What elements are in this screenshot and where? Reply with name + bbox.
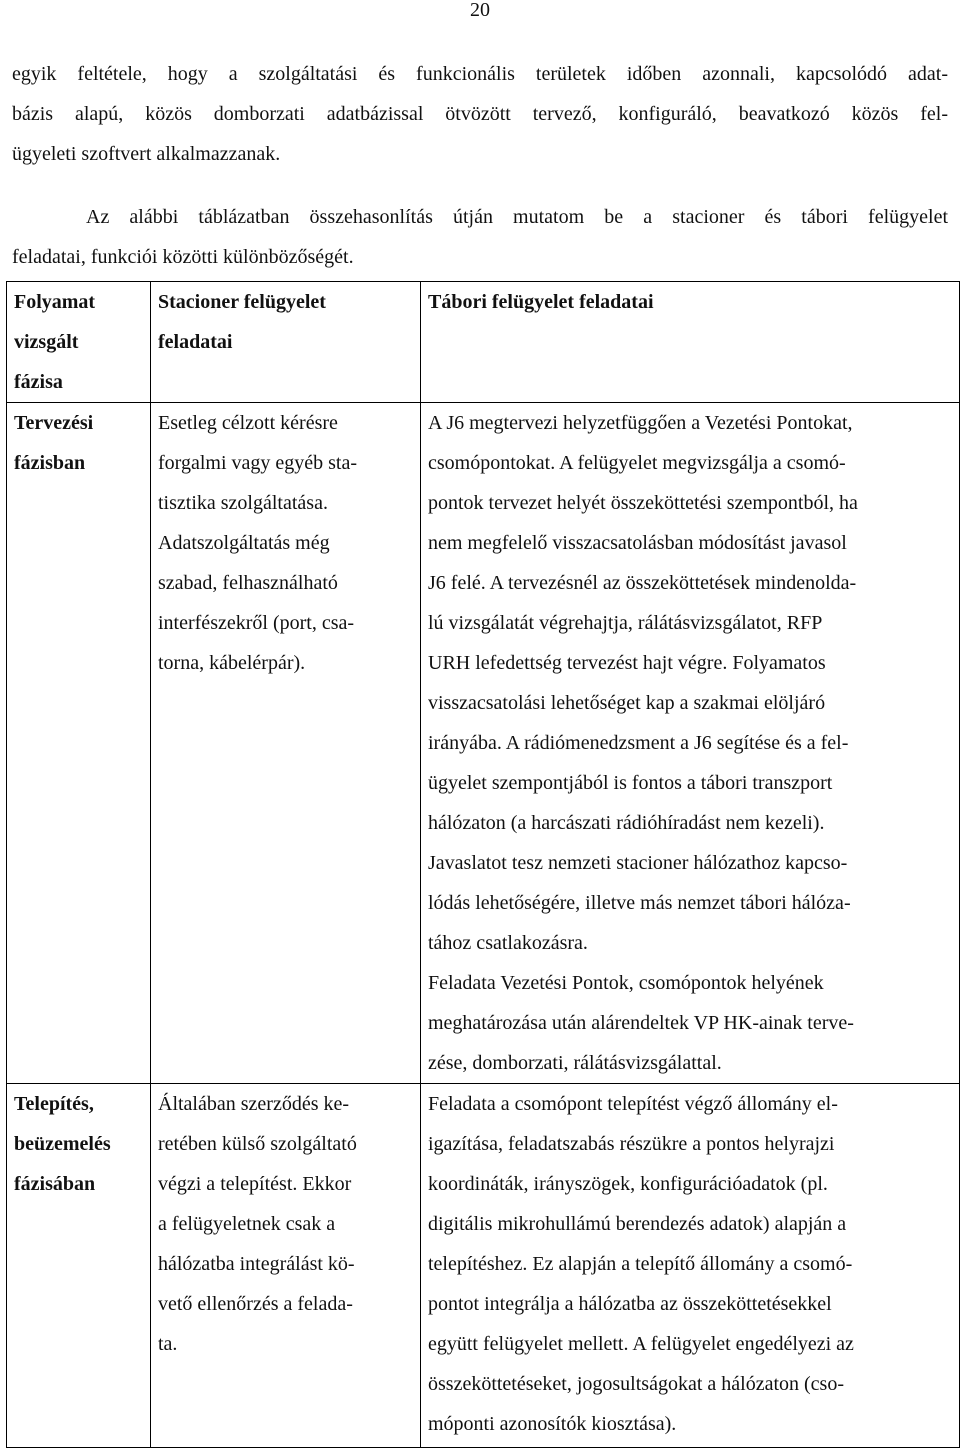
field-line: lódás lehetőségére, illetve más nemzet tábori hálóza- — [428, 892, 851, 914]
header-line: Folyamat — [14, 291, 96, 313]
stationary-line: forgalmi vagy egyéb sta- — [158, 452, 358, 474]
stationary-line: ta. — [158, 1333, 178, 1355]
field-line: J6 felé. A tervezésnél az összeköttetések mindenolda- — [428, 572, 857, 594]
stationary-line: Adatszolgáltatás még — [158, 532, 330, 554]
phase-line: Tervezési — [14, 412, 94, 434]
stationary-line: vető ellenőrzés a felada- — [158, 1293, 353, 1315]
field-cell — [421, 403, 960, 1084]
field-line: visszacsatolási lehetőséget kap a szakmai elöljáró — [428, 692, 826, 714]
field-cell — [421, 1084, 960, 1448]
field-line: nem megfelelő visszacsatolásban módosítást javasol — [428, 532, 847, 554]
header-line: Tábori felügyelet feladatai — [428, 291, 654, 313]
field-line: hálózaton (a harcászati rádióhíradást nem kezeli). — [428, 812, 825, 834]
stationary-line: retében külső szolgáltató — [158, 1133, 357, 1155]
header-line: vizsgált — [14, 331, 79, 353]
stationary-line: interfészekről (port, csa- — [158, 612, 355, 634]
phase-line: fázisban — [14, 452, 86, 474]
stationary-line: a felügyeletnek csak a — [158, 1213, 336, 1235]
field-line: pontot integrálja a hálózatba az összeköttetésekkel — [428, 1293, 832, 1315]
stationary-line: Esetleg célzott kérésre — [158, 412, 338, 434]
header-phase — [7, 282, 151, 403]
phase-line: Telepítés, — [14, 1093, 94, 1115]
table-row-deployment — [7, 1084, 960, 1448]
phase-cell — [7, 1084, 151, 1448]
field-line: igazítása, feladatszabás részükre a pontos helyrajzi — [428, 1133, 835, 1155]
field-line: ügyelet szempontjából is fontos a tábori transzport — [428, 772, 833, 794]
paragraph-line: bázis alapú, közös domborzati adatbázissal ötvözött tervező, konfiguráló, beavatkozó közös fel- — [12, 103, 948, 125]
field-line: Feladata Vezetési Pontok, csomópontok helyének — [428, 972, 824, 994]
stationary-line: Általában szerződés ke- — [158, 1093, 350, 1115]
header-line: fázisa — [14, 371, 63, 393]
paragraph-line: egyik feltétele, hogy a szolgáltatási és funkcionális területek időben azonnali, kapcsolódó adat- — [12, 63, 948, 85]
comparison-table — [6, 281, 960, 1448]
field-line: telepítéshez. Ez alapján a telepítő állomány a csomó- — [428, 1253, 853, 1275]
paragraph-line: Az alábbi táblázatban összehasonlítás útján mutatom be a stacioner és tábori felügyelet — [86, 206, 948, 228]
field-line: URH lefedettség tervezést hajt végre. Folyamatos — [428, 652, 826, 674]
field-line: digitális mikrohullámú berendezés adatok) alapján a — [428, 1213, 847, 1235]
page-number: 20 — [470, 0, 490, 21]
intro-paragraph — [12, 54, 948, 174]
stationary-line: hálózatba integrálást kö- — [158, 1253, 355, 1275]
stationary-cell — [151, 1084, 421, 1448]
stationary-line: tisztika szolgáltatása. — [158, 492, 328, 514]
phase-line: fázisában — [14, 1173, 96, 1195]
field-line: lú vizsgálatát végrehajtja, rálátásvizsgálatot, RFP — [428, 612, 823, 634]
header-line: feladatai — [158, 331, 233, 353]
field-line: Javaslatot tesz nemzeti stacioner hálózathoz kapcso- — [428, 852, 848, 874]
stationary-line: szabad, felhasználható — [158, 572, 338, 594]
field-line: meghatározása után alárendeltek VP HK-ainak terve- — [428, 1012, 854, 1034]
table-header-row — [7, 282, 960, 403]
field-line: csomópontokat. A felügyelet megvizsgálja a csomó- — [428, 452, 846, 474]
field-line: A J6 megtervezi helyzetfüggően a Vezetési Pontokat, — [428, 412, 853, 434]
stationary-cell — [151, 403, 421, 1084]
field-line: Feladata a csomópont telepítést végző állomány el- — [428, 1093, 838, 1115]
header-stationary — [151, 282, 421, 403]
stationary-line: torna, kábelérpár). — [158, 652, 306, 674]
paragraph-line: feladatai, funkciói közötti különbözőségét. — [12, 246, 354, 268]
comparison-intro-paragraph — [12, 197, 948, 277]
field-line: móponti azonosítók kiosztása). — [428, 1413, 677, 1435]
header-line: Stacioner felügyelet — [158, 291, 326, 313]
paragraph-line: ügyeleti szoftvert alkalmazzanak. — [12, 143, 281, 165]
field-line: együtt felügyelet mellett. A felügyelet engedélyezi az — [428, 1333, 854, 1355]
field-line: koordináták, irányszögek, konfigurációadatok (pl. — [428, 1173, 828, 1195]
field-line: összeköttetéseket, jogosultságokat a hálózaton (cso- — [428, 1373, 844, 1395]
field-line: irányába. A rádiómenedzsment a J6 segítése és a fel- — [428, 732, 849, 754]
field-line: zése, domborzati, rálátásvizsgálattal. — [428, 1052, 722, 1074]
phase-cell — [7, 403, 151, 1084]
field-line: pontok tervezet helyét összeköttetési szempontból, ha — [428, 492, 858, 514]
field-line: tához csatlakozásra. — [428, 932, 588, 954]
table-row-planning — [7, 403, 960, 1084]
stationary-line: végzi a telepítést. Ekkor — [158, 1173, 352, 1195]
header-field — [421, 282, 960, 403]
phase-line: beüzemelés — [14, 1133, 111, 1155]
